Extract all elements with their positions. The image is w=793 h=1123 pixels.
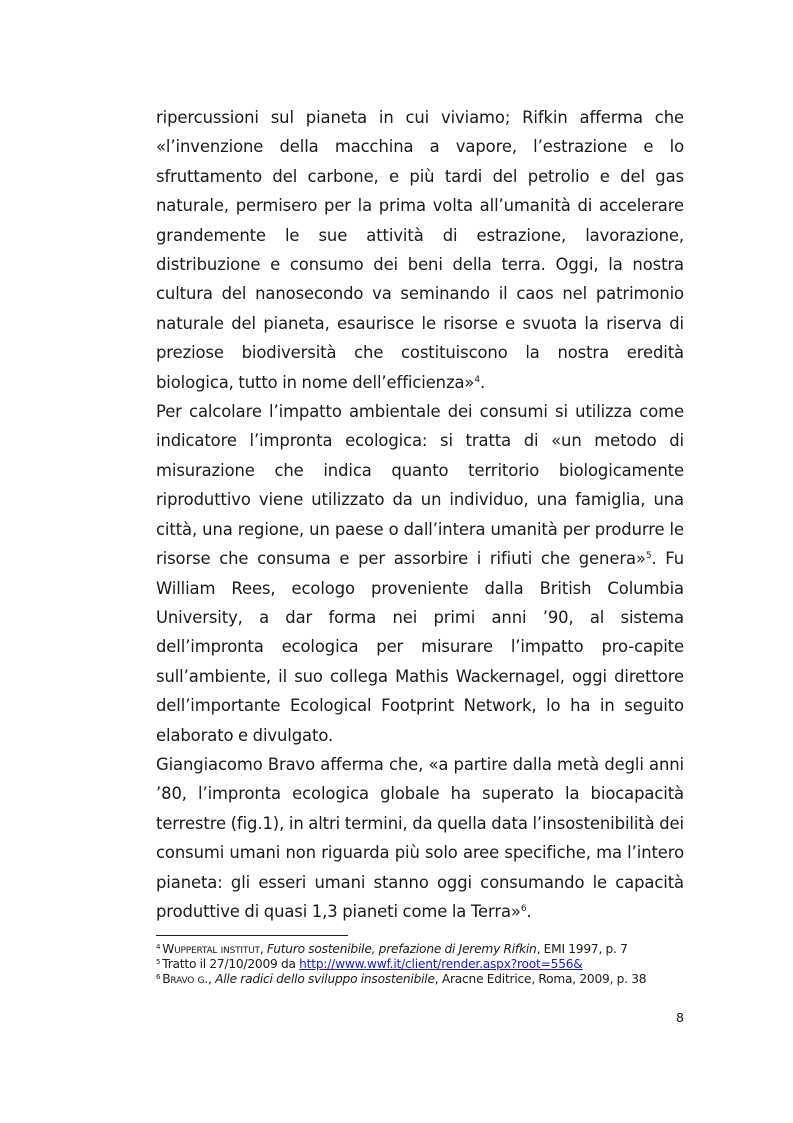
footnote-author: Wuppertal institut (162, 942, 260, 956)
footnote-4: $^4$ Wuppertal institut, Futuro sostenibile, prefazione di Jeremy Rifkin, EMI 1997, p. 7 (156, 942, 628, 956)
footnote-ref-4[interactable]: 4 (474, 374, 480, 385)
footnote-ref-5[interactable]: 5 (645, 551, 652, 562)
footnotes (156, 942, 684, 988)
footnote-author: Bravo g. (162, 972, 209, 987)
footnote-title: Alle radici dello sviluppo insostenibile (215, 972, 435, 987)
paragraph-2: Per calcolare l’impatto ambientale dei consumi si utilizza come indicatore l’impronta ecologica: si tratta di «un metodo di misurazione che indica quanto territorio biologicamente riproduttivo viene utilizzato da un individuo, una famiglia, una città, una regione, un paese o dall’intera umanità per produrre le risorse che consuma e per assorbire i rifiuti che genera»$^5$. Fu William Rees, ecologo proveniente dalla British Columbia University, a dar forma nei primi anni ’90, al sistema dell’impronta ecologica per misurare l’impatto pro-capite sull’ambiente, il suo collega Mathis Wackernagel, oggi direttore dell’importante Ecological Footprint Network, lo ha in seguito elaborato e divulgato. (156, 402, 684, 745)
footnote-title: Futuro sostenibile, prefazione di Jeremy Rifkin (266, 942, 537, 956)
footnote-6: $^6$ Bravo g., Alle radici dello sviluppo insostenibile, Aracne Editrice, Roma, 2009, p. 38 (156, 972, 647, 987)
paragraph-1: ripercussioni sul pianeta in cui viviamo; Rifkin afferma che «l’invenzione della macchina a vapore, l’estrazione e lo sfruttamento del carbone, e più tardi del petrolio e del gas naturale, permisero per la prima volta all’umanità di accelerare grandemente le sue attività di estrazione, lavorazione, distribuzione e consumo dei beni della terra. Oggi, la nostra cultura del nanosecondo va seminando il caos nel patrimonio naturale del pianeta, esaurisce le risorse e svuota la riserva di preziose biodiversità che costituiscono la nostra eredità biologica, tutto in nome dell’efficienza»$^4$. (156, 108, 684, 392)
footnote-separator (156, 935, 348, 936)
page-number: 8 (676, 1010, 684, 1025)
footnote-link[interactable]: http://www.wwf.it/client/render.aspx?root=556& (299, 957, 583, 972)
paragraph-3: Giangiacomo Bravo afferma che, «a partire dalla metà degli anni ’80, l’impronta ecologica globale ha superato la biocapacità terrestre (fig.1), in altri termini, da quella data l’insostenibilità dei consumi umani non riguarda più solo aree specifiche, ma l’intero pianeta: gli esseri umani stanno oggi consumando le capacità produttive di quasi 1,3 pianeti come la Terra»$^6$. (156, 754, 684, 921)
footnote-5: $^5$ Tratto il 27/10/2009 da http://www.wwf.it/client/render.aspx?root=556& (156, 957, 583, 972)
body-text (156, 103, 684, 926)
footnote-ref-6[interactable]: 6 (520, 903, 527, 914)
